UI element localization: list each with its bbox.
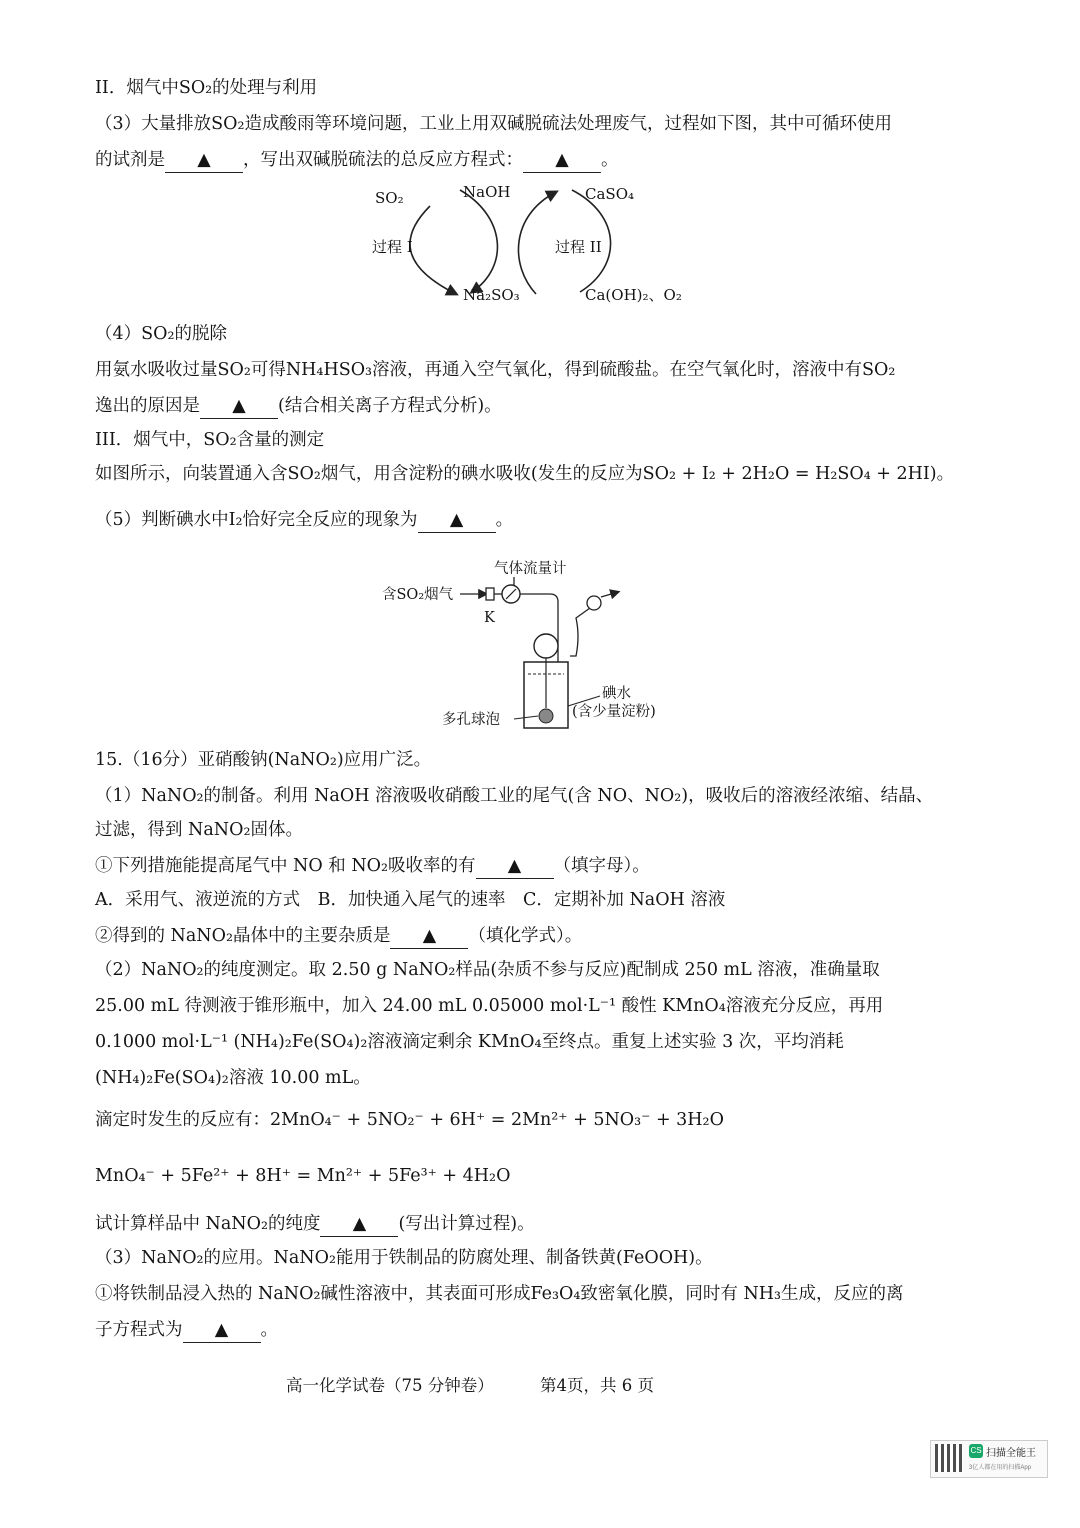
q5-text <box>95 508 513 533</box>
q15-1-sub1-suffix: （填字母）。 <box>553 856 650 876</box>
reaction-equation-1: 滴定时发生的反应有：2MnO₄⁻ + 5NO₂⁻ + 6H⁺ = 2Mn²⁺ + 5NO₃⁻ + 3H₂O <box>95 1110 724 1130</box>
footer-page-number: 第4页，共 6 页 <box>540 1376 654 1395</box>
q15-2-text-3: 0.1000 mol·L⁻¹ (NH₄)₂Fe(SO₄)₂溶液滴定剩余 KMnO₄至终点。重复上述实验 3 次，平均消耗 <box>95 1032 844 1052</box>
q15-2-text-2: 25.00 mL 待测液于锥形瓶中，加入 24.00 mL 0.05000 mol·L⁻¹ 酸性 KMnO₄溶液充分反应，再用 <box>95 996 884 1016</box>
q15-2-question <box>95 1212 535 1237</box>
section-ii-heading: II．烟气中SO₂的处理与利用 <box>95 78 318 98</box>
answer-blank[interactable]: ▲ <box>183 1318 261 1343</box>
q15-2-text-4: (NH₄)₂Fe(SO₄)₂溶液 10.00 mL。 <box>95 1068 371 1088</box>
q15-3-sub1-2 <box>95 1318 278 1343</box>
valve-k <box>486 588 494 600</box>
outlet-tube <box>570 608 590 656</box>
q4-suffix: (结合相关离子方程式分析)。 <box>278 396 502 416</box>
reaction-equation-2: MnO₄⁻ + 5Fe²⁺ + 8H⁺ = Mn²⁺ + 5Fe³⁺ + 4H₂O <box>95 1166 511 1186</box>
answer-blank[interactable]: ▲ <box>200 394 278 419</box>
q15-2-text: （2）NaNO₂的纯度测定。取 2.50 g NaNO₂样品(杂质不参与反应)配制成 250 mL 溶液，准确量取 <box>95 960 880 980</box>
answer-blank[interactable]: ▲ <box>390 924 468 949</box>
label-starch: (含少量淀粉) <box>572 704 656 720</box>
label-na2so3: Na₂SO₃ <box>463 286 520 304</box>
q15-3-text: （3）NaNO₂的应用。NaNO₂能用于铁制品的防腐处理、制备铁黄(FeOOH)。 <box>95 1248 713 1268</box>
outlet-arrow <box>601 592 618 597</box>
q15-1-options: A．采用气、液逆流的方式 B．加快通入尾气的速率 C．定期补加 NaOH 溶液 <box>95 890 726 910</box>
q15-3-sub1: ①将铁制品浸入热的 NaNO₂碱性溶液中，其表面可形成Fe₃O₄致密氧化膜，同时有 NH₃生成，反应的离 <box>95 1284 904 1304</box>
process2-arc-arrow <box>518 192 556 294</box>
q15-1-sub1-prefix: ①下列措施能提高尾气中 NO 和 NO₂吸收率的有 <box>95 856 476 876</box>
answer-blank[interactable]: ▲ <box>320 1212 398 1237</box>
answer-blank[interactable]: ▲ <box>476 854 554 879</box>
bulb <box>534 634 558 658</box>
label-gas-inlet: 含SO₂烟气 <box>382 587 454 603</box>
label-caso4: CaSO₄ <box>585 185 635 203</box>
q15-heading: 15.（16分）亚硝酸钠(NaNO₂)应用广泛。 <box>95 750 432 770</box>
label-iodine-water: 碘水 <box>602 686 631 702</box>
section-iii-text: 如图所示，向装置通入含SO₂烟气，用含淀粉的碘水吸收(发生的反应为SO₂ + I₂ + 2H₂O = H₂SO₄ + 2HI)。 <box>95 464 955 484</box>
q3-middle: ，写出双碱脱硫法的总反应方程式： <box>243 150 523 170</box>
q15-1-sub2 <box>95 924 582 949</box>
label-flowmeter: 气体流量计 <box>494 561 567 577</box>
q15-3-sub1-suffix: 。 <box>260 1320 278 1340</box>
q4-prefix: 逸出的原因是 <box>95 396 200 416</box>
label-so2: SO₂ <box>375 189 404 207</box>
label-valve-k: K <box>484 610 495 626</box>
q15-1-sub2-suffix: （填化学式）。 <box>468 926 583 946</box>
label-process2: 过程 II <box>555 238 602 256</box>
q15-2-question-suffix: (写出计算过程)。 <box>398 1214 535 1234</box>
section-iii-heading: III．烟气中，SO₂含量的测定 <box>95 430 325 450</box>
scanner-watermark <box>930 1440 1048 1478</box>
footer-title: 高一化学试卷（75 分钟卷） <box>286 1376 494 1395</box>
answer-blank[interactable]: ▲ <box>523 148 601 173</box>
q5-prefix: （5）判断碘水中I₂恰好完全反应的现象为 <box>95 510 418 530</box>
q15-1-sub2-prefix: ②得到的 NaNO₂晶体中的主要杂质是 <box>95 926 391 946</box>
label-process1: 过程 I <box>372 238 413 256</box>
q3-end: 。 <box>601 150 619 170</box>
double-alkali-cycle-diagram <box>360 176 700 312</box>
q15-1-text: （1）NaNO₂的制备。利用 NaOH 溶液吸收硝酸工业的尾气(含 NO、NO₂)，吸收后的溶液经浓缩、结晶、 <box>95 786 934 806</box>
q3-text-2 <box>95 148 619 173</box>
scanner-tagline: 3亿人都在用的扫描App <box>969 1465 1032 1471</box>
qr-code-icon <box>935 1444 963 1472</box>
process1-return-arc <box>460 190 497 292</box>
q15-2-question-prefix: 试计算样品中 NaNO₂的纯度 <box>95 1214 321 1234</box>
scanner-logo-icon: CS <box>969 1444 983 1458</box>
label-naoh: NaOH <box>463 183 511 201</box>
answer-blank[interactable]: ▲ <box>418 508 496 533</box>
q5-suffix: 。 <box>495 510 514 530</box>
so2-measurement-apparatus <box>380 556 680 734</box>
q15-1-text-2: 过滤，得到 NaNO₂固体。 <box>95 820 303 840</box>
porous-bubbler <box>539 709 553 723</box>
q4-text: 用氨水吸收过量SO₂可得NH₄HSO₃溶液，再通入空气氧化，得到硫酸盐。在空气氧化时，溶液中有SO₂ <box>95 360 896 380</box>
q15-3-sub1-prefix: 子方程式为 <box>95 1320 183 1340</box>
scanner-name: 扫描全能王 <box>986 1448 1036 1459</box>
q3-prefix: 的试剂是 <box>95 150 165 170</box>
label-bubbler: 多孔球泡 <box>442 712 500 728</box>
q3-text: （3）大量排放SO₂造成酸雨等环境问题，工业上用双碱脱硫法处理废气，过程如下图，其中可循环使用 <box>95 114 892 134</box>
q4-text-2 <box>95 394 502 419</box>
q15-1-sub1 <box>95 854 650 879</box>
q4-heading: （4）SO₂的脱除 <box>95 324 227 344</box>
answer-blank[interactable]: ▲ <box>165 148 243 173</box>
label-caoh2-o2: Ca(OH)₂、O₂ <box>585 286 682 304</box>
process1-arc-arrow <box>410 206 456 294</box>
outlet-bulb <box>587 596 601 610</box>
